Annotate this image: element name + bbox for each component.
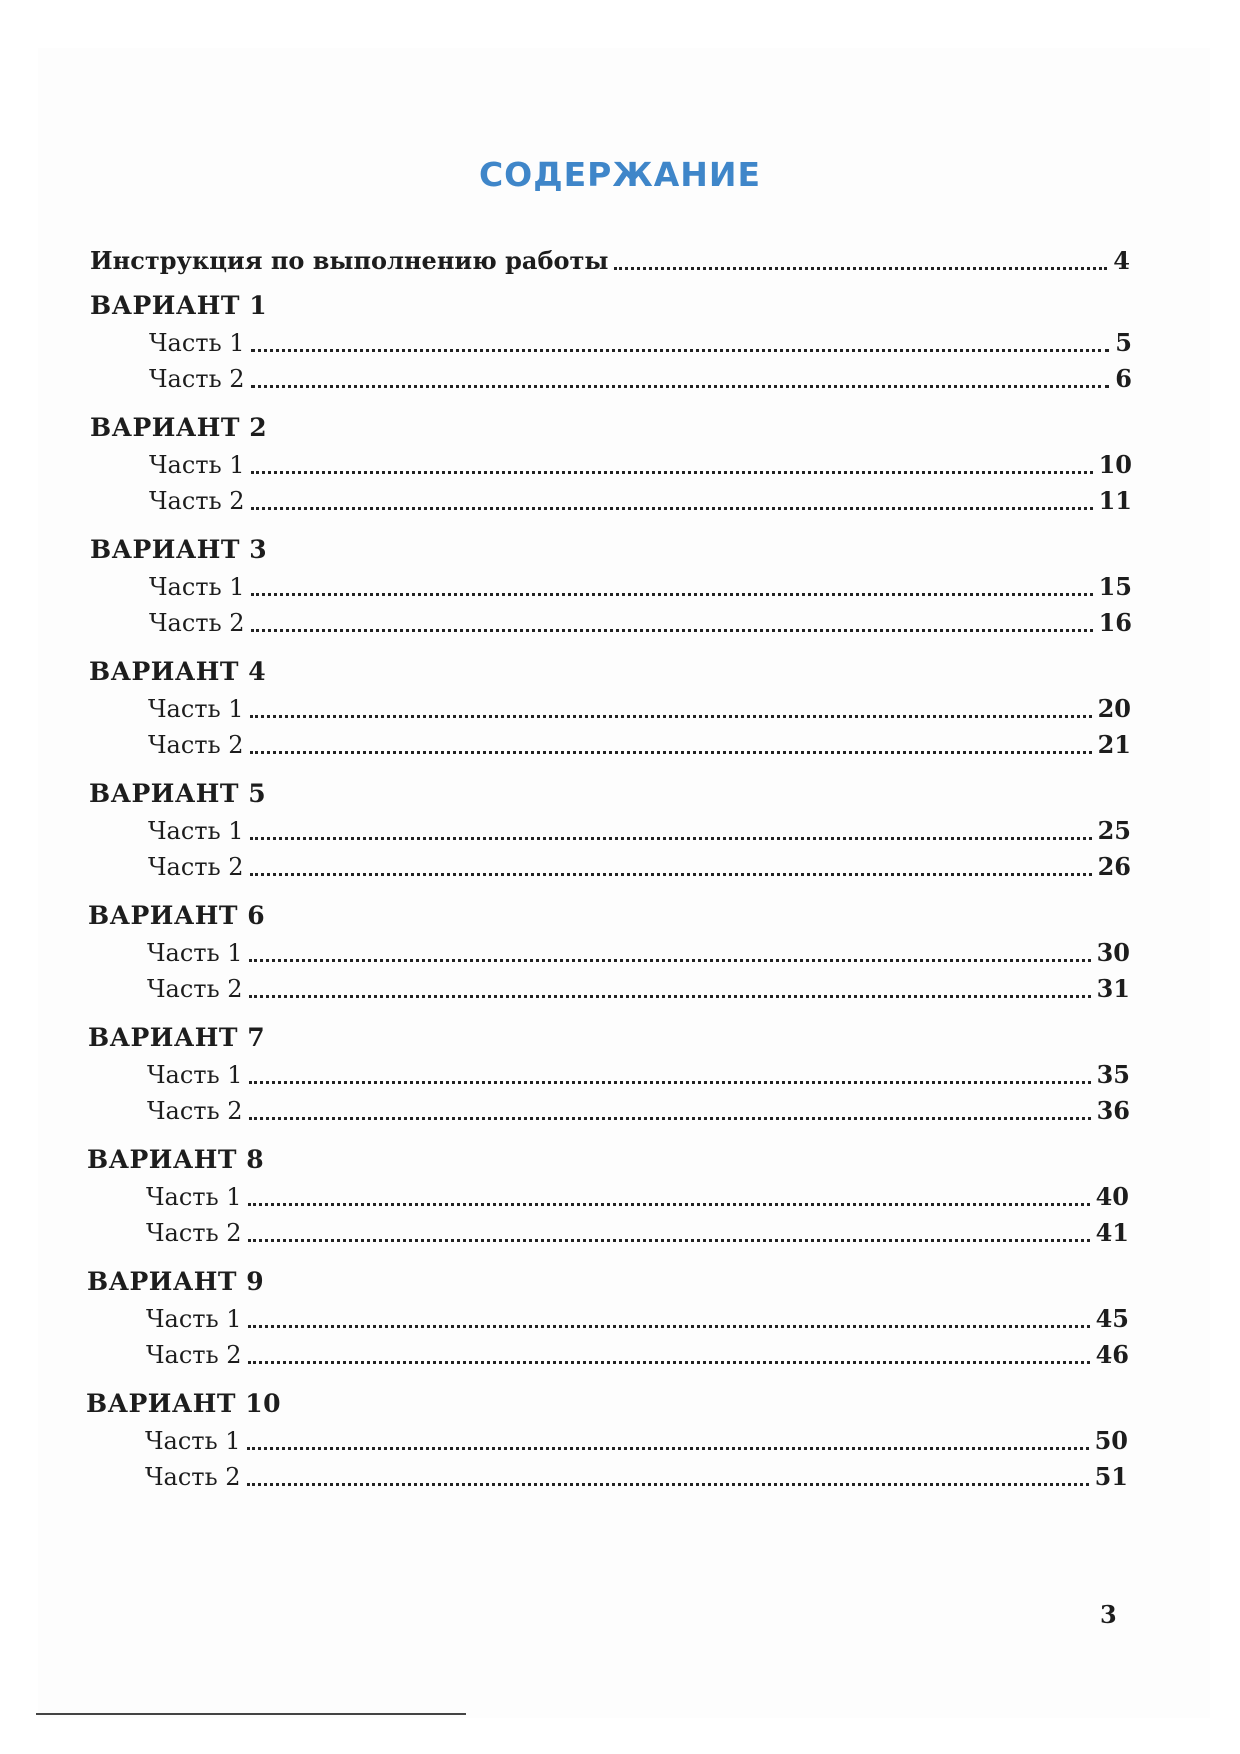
toc-entry-page: 50 xyxy=(1094,1426,1128,1455)
toc-entry-part[interactable] xyxy=(146,1182,1129,1212)
toc-entry-part[interactable] xyxy=(149,364,1132,394)
toc-entry-page: 15 xyxy=(1098,572,1132,601)
toc-entry-label: Часть 2 xyxy=(149,365,245,393)
toc-entry-page: 41 xyxy=(1095,1218,1129,1247)
variant-heading: ВАРИАНТ 2 xyxy=(90,413,268,442)
toc-entry-label: Часть 2 xyxy=(146,1341,242,1369)
toc-entry-page: 20 xyxy=(1097,694,1131,723)
toc-entry-label: Часть 2 xyxy=(148,731,244,759)
toc-entry-part[interactable] xyxy=(149,608,1132,638)
dot-leader xyxy=(250,715,1092,718)
toc-entry-part[interactable] xyxy=(146,1304,1129,1334)
dot-leader xyxy=(614,267,1107,270)
dot-leader xyxy=(251,629,1093,632)
toc-entry-label: Часть 1 xyxy=(149,329,245,357)
toc-entry-page: 25 xyxy=(1097,816,1131,845)
toc-entry-page: 36 xyxy=(1096,1096,1130,1125)
dot-leader xyxy=(249,1117,1091,1120)
dot-leader xyxy=(248,1203,1090,1206)
toc-entry-label: Часть 1 xyxy=(149,451,245,479)
dot-leader xyxy=(251,507,1093,510)
page-title: СОДЕРЖАНИЕ xyxy=(478,155,762,194)
toc-entry-page: 26 xyxy=(1097,852,1131,881)
toc-entry-label: Часть 1 xyxy=(148,817,244,845)
toc-entry-part[interactable] xyxy=(149,486,1132,516)
toc-entry-page: 51 xyxy=(1094,1462,1128,1491)
toc-entry-part[interactable] xyxy=(147,1096,1130,1126)
variant-heading: ВАРИАНТ 4 xyxy=(89,657,267,686)
toc-entry-label: Часть 2 xyxy=(145,1463,241,1491)
dot-leader xyxy=(249,1081,1091,1084)
toc-entry-label: Часть 2 xyxy=(149,487,245,515)
toc-entry-page: 10 xyxy=(1098,450,1132,479)
variant-heading: ВАРИАНТ 6 xyxy=(88,901,266,930)
toc-entry-page: 35 xyxy=(1096,1060,1130,1089)
toc-entry-label: Часть 2 xyxy=(148,853,244,881)
toc-entry-page: 16 xyxy=(1098,608,1132,637)
toc-entry-label: Часть 1 xyxy=(147,1061,243,1089)
variant-heading: ВАРИАНТ 10 xyxy=(86,1389,281,1418)
toc-entry-label: Часть 1 xyxy=(148,695,244,723)
dot-leader xyxy=(251,349,1110,352)
toc-entry-part[interactable] xyxy=(149,572,1132,602)
toc-entry-part[interactable] xyxy=(147,974,1130,1004)
toc-entry-label: Часть 2 xyxy=(147,1097,243,1125)
toc-entry-label: Часть 1 xyxy=(146,1305,242,1333)
toc-entry-page: 31 xyxy=(1096,974,1130,1003)
toc-entry-part[interactable] xyxy=(146,1218,1129,1248)
dot-leader xyxy=(247,1447,1089,1450)
dot-leader xyxy=(251,471,1093,474)
toc-entry-part[interactable] xyxy=(146,1340,1129,1370)
toc-entry-label: Часть 2 xyxy=(146,1219,242,1247)
bottom-rule xyxy=(36,1713,466,1715)
variant-heading: ВАРИАНТ 7 xyxy=(88,1023,266,1052)
dot-leader xyxy=(250,751,1092,754)
toc-entry-label: Часть 2 xyxy=(149,609,245,637)
variant-heading: ВАРИАНТ 9 xyxy=(87,1267,265,1296)
toc-entry-part[interactable] xyxy=(145,1426,1128,1456)
dot-leader xyxy=(250,873,1092,876)
toc-entry-page: 5 xyxy=(1115,328,1132,357)
dot-leader xyxy=(251,385,1110,388)
toc-entry-part[interactable] xyxy=(147,1060,1130,1090)
toc-entry-label: Часть 1 xyxy=(147,939,243,967)
toc-entry-label: Часть 1 xyxy=(145,1427,241,1455)
dot-leader xyxy=(248,1325,1090,1328)
dot-leader xyxy=(247,1483,1089,1486)
toc-entry-label: Часть 1 xyxy=(149,573,245,601)
toc-entry-part[interactable] xyxy=(147,938,1130,968)
dot-leader xyxy=(248,1239,1090,1242)
toc-entry-part[interactable] xyxy=(148,816,1131,846)
dot-leader xyxy=(248,1361,1090,1364)
dot-leader xyxy=(251,593,1093,596)
toc-entry-part[interactable] xyxy=(148,730,1131,760)
toc-entry-label: Часть 2 xyxy=(147,975,243,1003)
toc-entry-part[interactable] xyxy=(148,694,1131,724)
toc-entry-part[interactable] xyxy=(148,852,1131,882)
toc-entry-part[interactable] xyxy=(149,450,1132,480)
toc-entry-instructions[interactable] xyxy=(90,246,1130,276)
dot-leader xyxy=(250,837,1092,840)
page-number: 3 xyxy=(1100,1600,1117,1629)
variant-heading: ВАРИАНТ 5 xyxy=(89,779,267,808)
variant-heading: ВАРИАНТ 8 xyxy=(87,1145,265,1174)
toc-entry-page: 6 xyxy=(1115,364,1132,393)
toc-entry-part[interactable] xyxy=(149,328,1132,358)
dot-leader xyxy=(249,995,1091,998)
toc-entry-part[interactable] xyxy=(145,1462,1128,1492)
toc-entry-label: Часть 1 xyxy=(146,1183,242,1211)
toc-entry-page: 40 xyxy=(1095,1182,1129,1211)
toc-entry-page: 46 xyxy=(1095,1340,1129,1369)
toc-entry-page: 11 xyxy=(1098,486,1132,515)
toc-entry-page: 4 xyxy=(1113,246,1130,275)
toc-entry-label: Инструкция по выполнению работы xyxy=(90,246,609,275)
dot-leader xyxy=(249,959,1091,962)
toc-entry-page: 45 xyxy=(1095,1304,1129,1333)
variant-heading: ВАРИАНТ 1 xyxy=(90,291,268,320)
toc-entry-page: 21 xyxy=(1097,730,1131,759)
variant-heading: ВАРИАНТ 3 xyxy=(90,535,268,564)
toc-entry-page: 30 xyxy=(1096,938,1130,967)
